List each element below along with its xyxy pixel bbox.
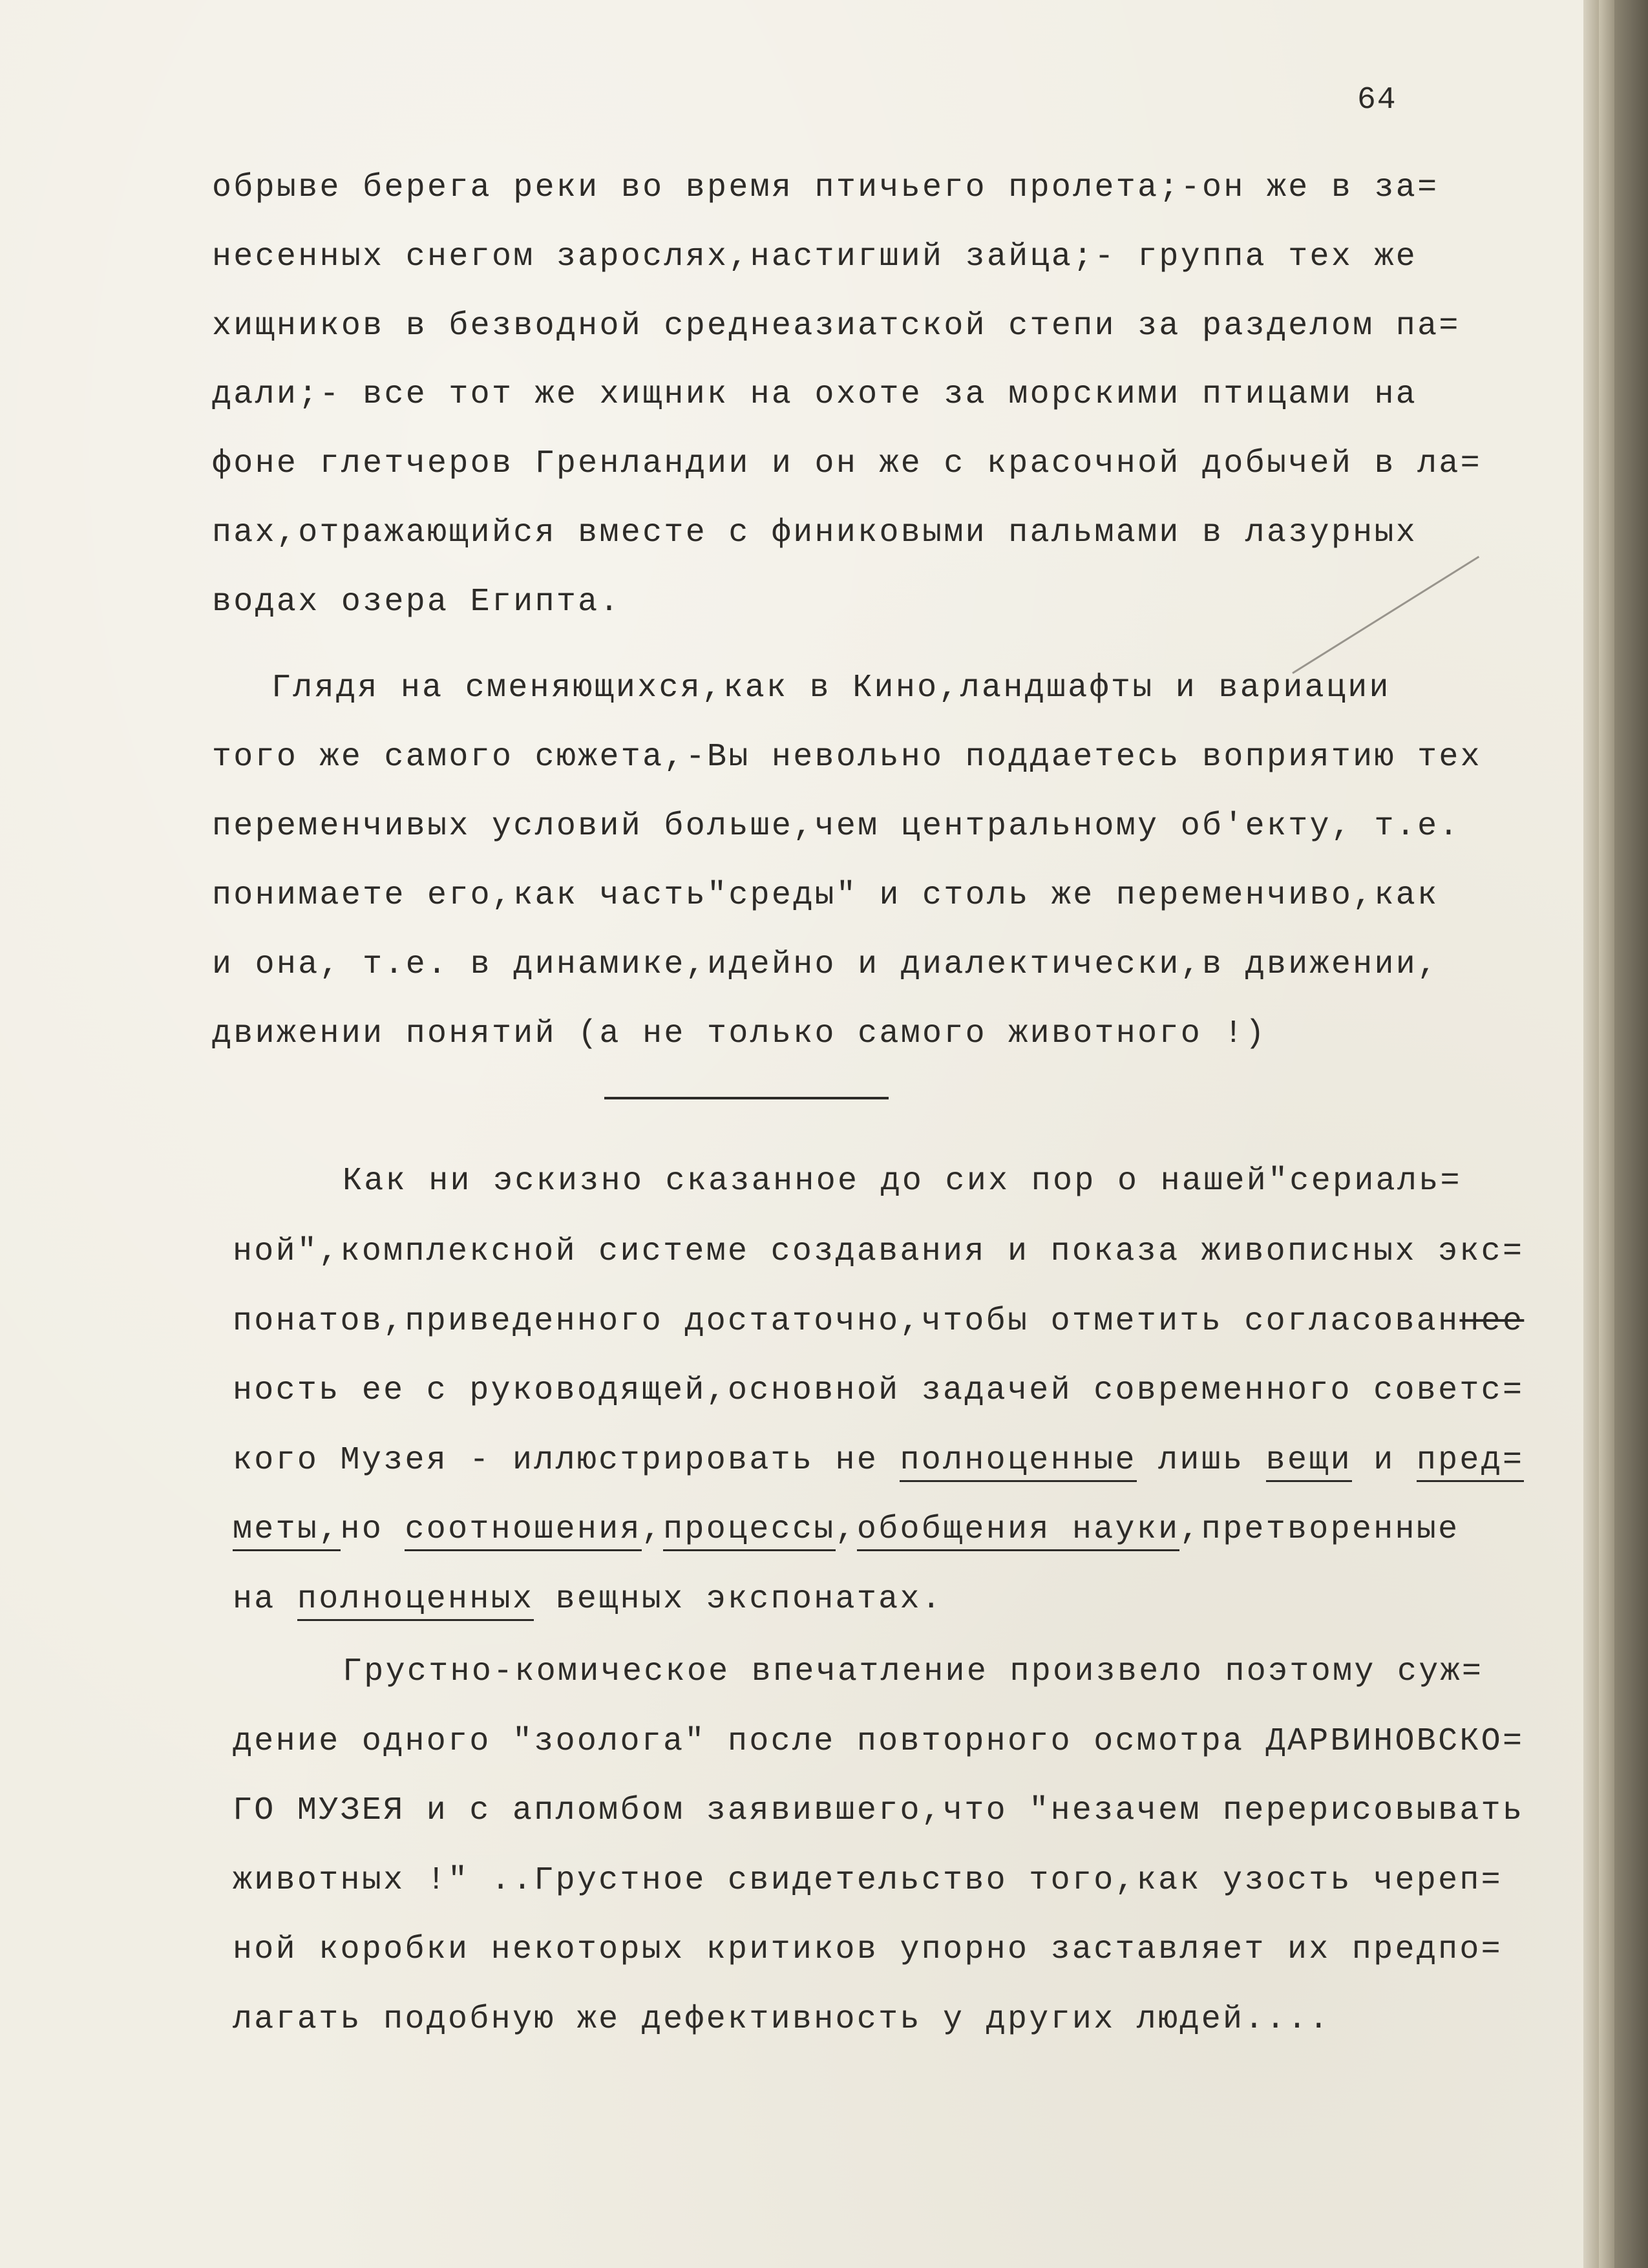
- page-stack-edge: [1599, 0, 1614, 2268]
- text-line: меты,но соотношения,процессы,обобщения науки,претворенные: [233, 1514, 1459, 1546]
- text-line: пах,отражающийся вместе с финиковыми пальмами в лазурных: [212, 514, 1418, 551]
- page-number: 64: [1357, 83, 1397, 118]
- text-line: ность ее с руководящей,основной задачей современного советс=: [233, 1372, 1525, 1409]
- text-line: Грустно-комическое впечатление произвело поэтому суж=: [343, 1653, 1484, 1690]
- page-stack-edge: [1583, 0, 1599, 2268]
- underlined-term: вещи: [1266, 1442, 1352, 1482]
- underlined-term: пред=: [1417, 1442, 1525, 1482]
- text-line: хищников в безводной среднеазиатской степи за разделом па=: [212, 308, 1461, 344]
- underlined-term: полноценных: [297, 1581, 534, 1621]
- text-line: ной",комплексной системе создавания и показа живописных экс=: [233, 1233, 1525, 1270]
- text-line: ной коробки некоторых критиков упорно заставляет их предпо=: [233, 1931, 1503, 1968]
- section-divider: [604, 1097, 889, 1099]
- underlined-term: соотношения: [405, 1511, 641, 1551]
- text-line: несенных снегом зарослях,настигший зайца;- группа тех же: [212, 238, 1418, 275]
- struck-text: нее: [1459, 1303, 1525, 1340]
- text-line: переменчивых условий больше,чем центральному об'екту, т.е.: [212, 808, 1461, 845]
- text-line: лагать подобную же дефективность у других людей....: [233, 2001, 1331, 2038]
- text-line: фоне глетчеров Гренландии и он же с красочной добычей в ла=: [212, 445, 1482, 482]
- text-line: Глядя на сменяющихся,как в Кино,ландшафты и вариации: [271, 670, 1391, 706]
- text-line: водах озера Египта.: [212, 584, 621, 620]
- text-line: движении понятий (а не только самого животного !): [212, 1015, 1267, 1052]
- text-line: кого Музея - иллюстрировать не полноценные лишь вещи и пред=: [233, 1445, 1524, 1477]
- text-line: дали;- все тот же хищник на охоте за морскими птицами на: [212, 376, 1418, 413]
- underlined-term: меты,: [233, 1511, 341, 1551]
- underlined-term: процессы: [663, 1511, 835, 1551]
- text-line: дение одного "зоолога" после повторного осмотра ДАРВИНОВСКО=: [233, 1723, 1525, 1760]
- text-line: обрыве берега реки во время птичьего пролета;-он же в за=: [212, 169, 1439, 206]
- text-line: ГО МУЗЕЯ и с апломбом заявившего,что "незачем перерисовывать: [233, 1792, 1525, 1829]
- text-line: того же самого сюжета,-Вы невольно поддаетесь воприятию тех: [212, 739, 1482, 776]
- text-line: понатов,приведенного достаточно,чтобы отметить согласованнее: [233, 1303, 1525, 1340]
- text-line: животных !" ..Грустное свидетельство того,как узость череп=: [233, 1862, 1503, 1899]
- folder-edge: [1614, 0, 1648, 2268]
- pencil-mark: [1292, 556, 1479, 674]
- underlined-term: полноценные: [900, 1442, 1136, 1482]
- text-line: и она, т.е. в динамике,идейно и диалектически,в движении,: [212, 946, 1439, 983]
- underlined-term: обобщения науки: [857, 1511, 1180, 1551]
- text-line: понимаете его,как часть"среды" и столь же переменчиво,как: [212, 877, 1439, 914]
- text-line: Как ни эскизно сказанное до сих пор о нашей"сериаль=: [343, 1163, 1462, 1200]
- text-line: на полноценных вещных экспонатах.: [233, 1584, 943, 1616]
